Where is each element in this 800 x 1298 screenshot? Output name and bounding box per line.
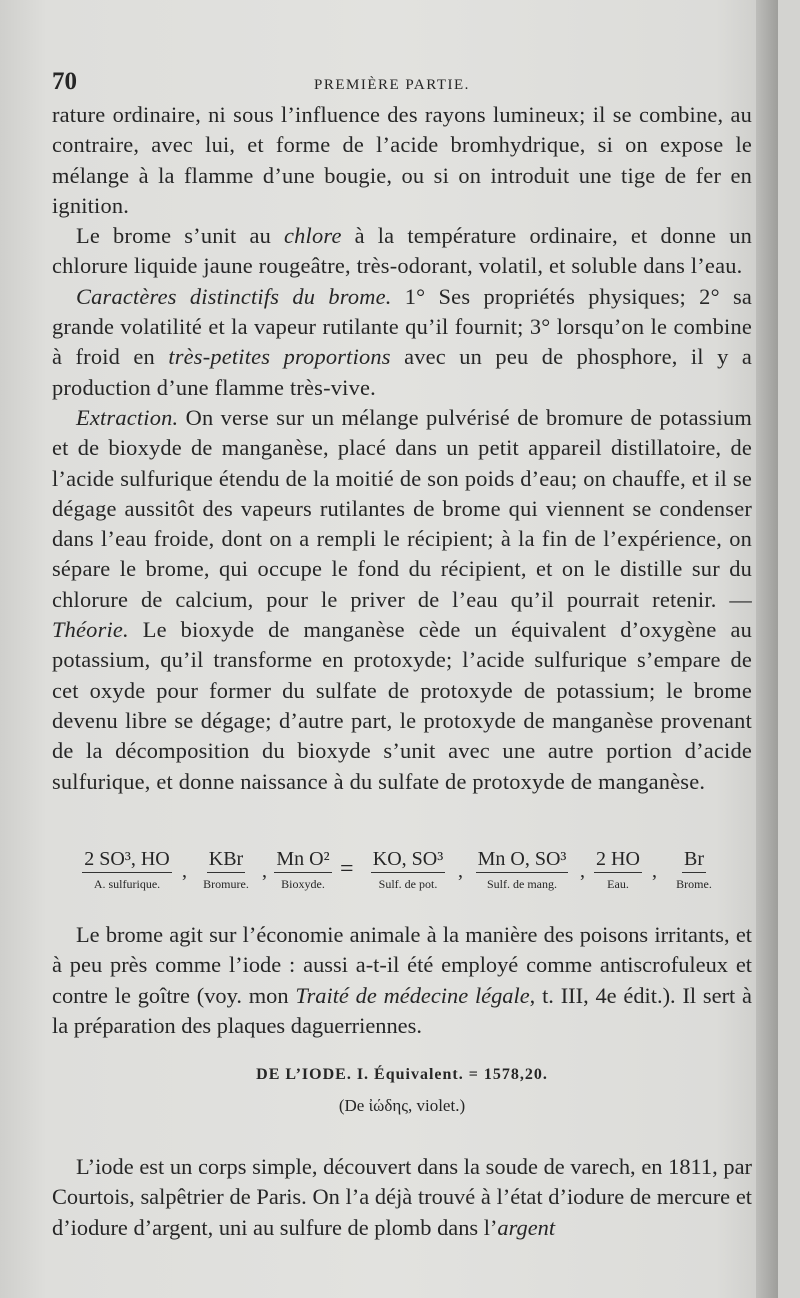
- term-label: Eau.: [607, 877, 629, 891]
- paragraph-6-body: [52, 1152, 752, 1243]
- theorie-heading: Théorie.: [52, 617, 129, 643]
- comma-separator: ,: [652, 860, 657, 882]
- chemical-equation: [72, 848, 752, 898]
- term-label: A. sulfurique.: [93, 877, 161, 891]
- paragraph-6-text-a: L’iode est un corps simple, découvert dans la soude de varech, en 1811, par Courtois, salpêtrier de Paris. On l’a déjà trouvé à l’état d’iodure de mercure et d’iodure d’argent, uni au sulfure de plomb dans l’: [52, 1154, 752, 1240]
- equation-term: [588, 848, 648, 892]
- comma-separator: ,: [262, 860, 267, 882]
- paragraph-2-text-a: Le brome s’unit au: [76, 223, 285, 249]
- paragraph-1-text: rature ordinaire, ni sous l’influence des rayons lumineux; il se combine, au contraire, avec lui, et forme de l’acide bromhydrique, si on expose le mélange à la flamme d’une bougie, ou si on introduit une tige de fer en ignition.: [52, 102, 752, 218]
- extraction-heading: Extraction.: [76, 404, 179, 430]
- paragraph-1: [52, 100, 752, 221]
- equation-term: [360, 848, 456, 892]
- term-formula: KBr: [207, 848, 245, 873]
- term-label: Bromure.: [203, 877, 249, 891]
- term-label: Bioxyde.: [281, 877, 325, 891]
- paragraph-4-text-b: Le bioxyde de manganèse cède un équivalent d’oxygène au potassium, qu’il transforme en protoxyde; l’acide sulfurique s’empare de cet oxyde pour former du sulfate de protoxyde de potassium; le brome devenu libre se dégage; d’autre part, le protoxyde de manganèse provenant de la décomposition du bioxyde s’unit avec une autre portion d’acide sulfurique, et donne naissance à du sulfate de protoxyde de manganèse.: [52, 617, 752, 794]
- paragraph-5-body: [52, 920, 752, 1041]
- comma-separator: ,: [458, 860, 463, 882]
- equation-term: [664, 848, 724, 892]
- page-number: 70: [52, 68, 77, 95]
- term-label: Sulf. de mang.: [487, 877, 557, 891]
- term-label: Brome.: [676, 877, 712, 891]
- paragraph-5-text-a: Le brome agit sur l’économie animale à la manière des poisons irritants, et à peu près comme l’iode : aussi a-t-il été employé comme antiscrofuleux et contre le goître (voy. mon: [52, 922, 752, 1008]
- comma-separator: ,: [580, 860, 585, 882]
- argent-italic: argent: [497, 1214, 556, 1240]
- paragraph-2-text-b: à la température ordinaire, et donne un chlorure liquide jaune rougeâtre, très-odorant, volatil, et soluble dans l’eau.: [52, 223, 752, 279]
- comma-separator: ,: [182, 860, 187, 882]
- equation-term: [190, 848, 262, 892]
- paragraph-4: [52, 403, 752, 797]
- paragraph-5-text-b: , t. III, 4e édit.). Il sert à la préparation des plaques daguerriennes.: [52, 982, 753, 1038]
- paragraph-4-text-a: On verse sur un mélange pulvérisé de bromure de potassium et de bioxyde de manganèse, placé dans un petit appareil distillatoire, de l’acide sulfurique étendu de la moitié de son poids d’eau; on chauffe, et il se dégage aussitôt des vapeurs rutilantes de brome qui viennent se condenser dans l’eau froide, dont on a rempli le récipient; à la fin de l’expérience, on sépare le brome, qui occupe le fond du récipient, et on le distille sur du chlorure de calcium, pour le priver de l’eau qu’il pourrait retenir. —: [52, 404, 752, 612]
- term-label: Sulf. de pot.: [378, 877, 438, 891]
- paragraph-3: [52, 282, 752, 403]
- running-head: PREMIÈRE PARTIE.: [314, 77, 470, 93]
- traite-italic: Traité de médecine légale: [295, 982, 530, 1008]
- term-formula: 2 HO: [594, 848, 642, 873]
- main-text: [52, 100, 752, 797]
- equals-sign: =: [340, 856, 354, 882]
- paragraph-5: [52, 920, 752, 1041]
- chlore-italic: chlore: [284, 223, 342, 249]
- paragraph-2: [52, 221, 752, 282]
- term-formula: Mn O, SO³: [476, 848, 569, 873]
- term-formula: KO, SO³: [371, 848, 445, 873]
- page-header: [52, 68, 752, 102]
- equation-term: [466, 848, 578, 892]
- paragraph-6: [52, 1152, 752, 1243]
- equation-term: [72, 848, 182, 892]
- etymology-note: (De ἰώδης, violet.): [338, 1096, 466, 1115]
- term-formula: 2 SO³, HO: [82, 848, 171, 873]
- term-formula: Mn O²: [274, 848, 331, 873]
- equation-term: [270, 848, 336, 892]
- paragraph-3-text-b: avec un peu de phosphore, il y a production d’une flamme très-vive.: [52, 344, 752, 400]
- term-formula: Br: [682, 848, 706, 873]
- paragraph-3-text-a: 1° Ses propriétés physiques; 2° sa grande volatilité et la vapeur rutilante qu’il fournit; 3° lorsqu’on le combine à froid en: [52, 283, 752, 370]
- page-edge-shadow: [756, 0, 778, 1298]
- tres-petites-italic: très-petites proportions: [168, 344, 391, 370]
- section-heading: DE L’IODE. I. Équivalent. = 1578,20.: [256, 1066, 548, 1083]
- caracteres-heading: Caractères distinctifs du brome.: [76, 283, 392, 309]
